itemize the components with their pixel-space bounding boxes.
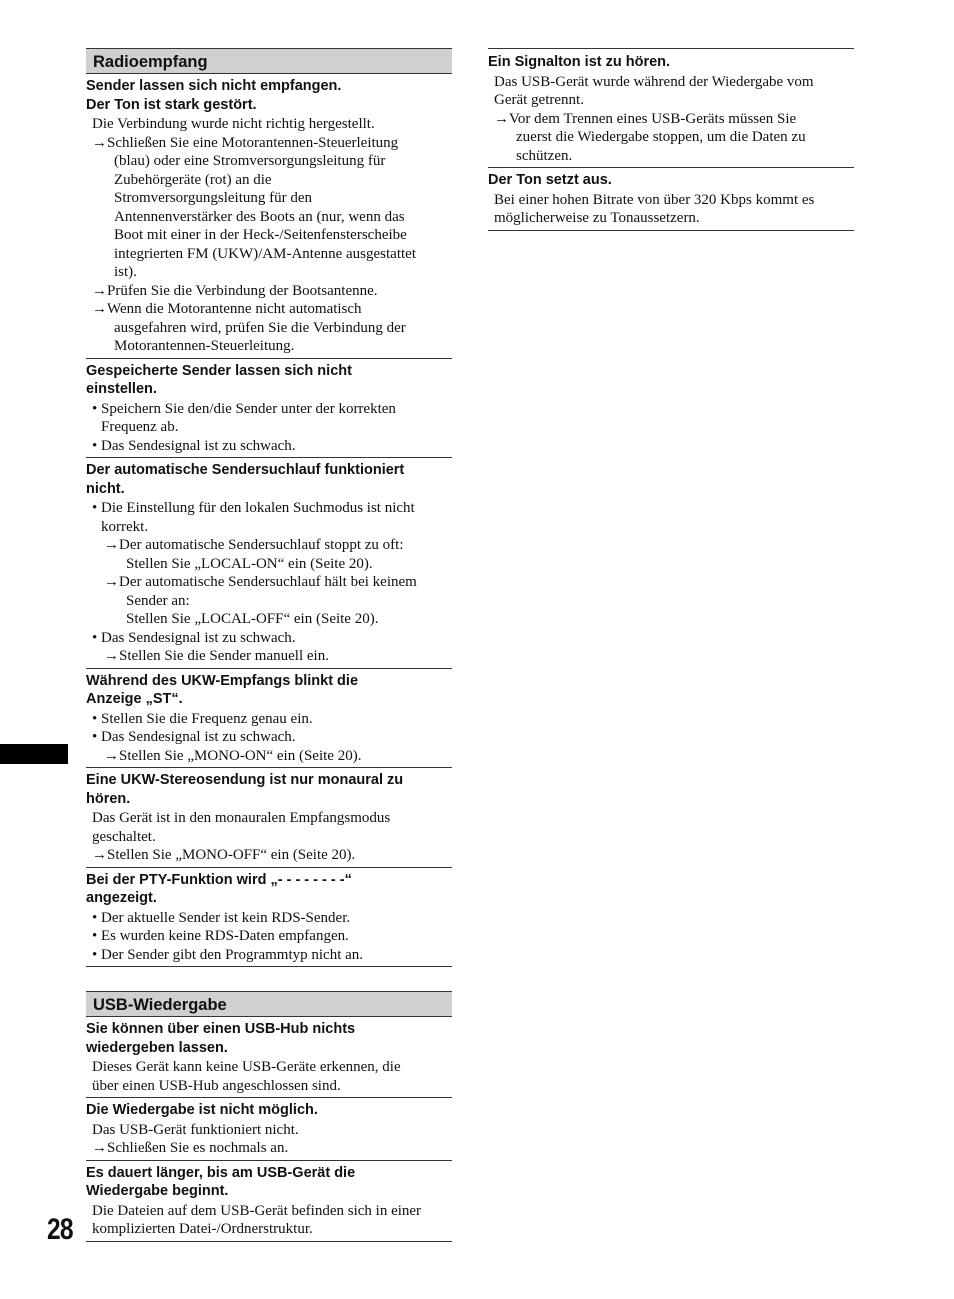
problem-heading: Eine UKW-Stereosendung ist nur monaural zu hören. bbox=[86, 772, 404, 807]
problem-heading: Es dauert länger, bis am USB-Gerät die Wiedergabe beginnt. bbox=[86, 1164, 356, 1199]
bullet-icon: • bbox=[92, 400, 98, 417]
problem-heading: Der Ton setzt aus. bbox=[488, 172, 612, 188]
entry-auto-tuning bbox=[86, 458, 452, 669]
bullet-icon: • bbox=[92, 909, 98, 926]
entry-mono-stereo bbox=[86, 768, 452, 868]
entry-beep bbox=[488, 48, 854, 168]
cause-bullet: • Das Sendesignal ist zu schwach. bbox=[92, 629, 296, 646]
arrow-icon: → bbox=[92, 282, 107, 299]
cause-bullet: • Das Sendesignal ist zu schwach. bbox=[92, 437, 296, 454]
right-column bbox=[488, 48, 854, 231]
bullet-icon: • bbox=[92, 729, 98, 745]
cause-bullet: • Der aktuelle Sender ist kein RDS-Sender. bbox=[92, 909, 351, 926]
cause-bullet: • Speichern Sie den/die Sender unter der korrekten Frequenz ab. bbox=[92, 400, 396, 435]
problem-heading: Gespeicherte Sender lassen sich nicht einstellen. bbox=[86, 362, 352, 397]
remedy-item: →Wenn die Motorantenne nicht automatisch ausgefahren wird, prüfen Sie die Verbindung der Motorantennen-Steuerleitung. bbox=[92, 301, 406, 354]
entry-sound-drops bbox=[488, 168, 854, 231]
remedy-item: →Stellen Sie „MONO-OFF“ ein (Seite 20). bbox=[92, 847, 356, 863]
cause-text: Die Dateien auf dem USB-Gerät befinden sich in einer komplizierten Datei-/Ordnerstruktur. bbox=[92, 1202, 422, 1237]
remedy-item: →Vor dem Trennen eines USB-Geräts müssen Sie zuerst die Wiedergabe stoppen, um die Daten zu schützen. bbox=[494, 110, 806, 164]
remedy-item: →Schließen Sie eine Motorantennen-Steuerleitung (blau) oder eine Stromversorgungsleitung für Zubehörgeräte (rot) an die Stromversorgungsleitung für den Antennenverstärker des Boots an (nur, wenn das Boot mit einer in der Heck-/Seitenfensterscheibe integrierten FM (UKW)/AM-Antenne ausgestattet ist). bbox=[92, 134, 416, 280]
entry-pty bbox=[86, 868, 452, 968]
arrow-icon: → bbox=[104, 648, 119, 664]
arrow-icon: → bbox=[92, 134, 107, 151]
problem-heading: Sender lassen sich nicht empfangen. Der Ton ist stark gestört. bbox=[86, 78, 342, 113]
entry-no-reception bbox=[86, 74, 452, 359]
entry-preset-stations bbox=[86, 359, 452, 459]
bullet-icon: • bbox=[92, 629, 98, 646]
cause-bullet: • Es wurden keine RDS-Daten empfangen. bbox=[92, 928, 349, 944]
arrow-icon: → bbox=[92, 847, 107, 863]
cause-text: Das USB-Gerät wurde während der Wiedergabe vom Gerät getrennt. bbox=[494, 73, 814, 108]
section-title-radio: Radioempfang bbox=[86, 48, 452, 74]
cause-bullet: • Stellen Sie die Frequenz genau ein. bbox=[92, 710, 313, 727]
arrow-icon: → bbox=[494, 110, 509, 127]
bullet-icon: • bbox=[92, 946, 98, 963]
page-number: 28 bbox=[47, 1213, 73, 1246]
cause-text: Die Verbindung wurde nicht richtig hergestellt. bbox=[92, 116, 375, 132]
problem-heading: Während des UKW-Empfangs blinkt die Anzeige „ST“. bbox=[86, 672, 359, 707]
problem-heading: Ein Signalton ist zu hören. bbox=[488, 54, 671, 70]
bullet-icon: • bbox=[92, 928, 98, 944]
remedy-item: →Der automatische Sendersuchlauf stoppt zu oft: Stellen Sie „LOCAL-ON“ ein (Seite 20). bbox=[104, 537, 404, 572]
problem-heading: Die Wiedergabe ist nicht möglich. bbox=[86, 1102, 318, 1118]
bullet-icon: • bbox=[92, 500, 98, 516]
cause-bullet: • Das Sendesignal ist zu schwach. bbox=[92, 729, 296, 745]
remedy-item: →Der automatische Sendersuchlauf hält bei keinem Sender an: Stellen Sie „LOCAL-OFF“ ein (Seite 20). bbox=[104, 574, 417, 627]
arrow-icon: → bbox=[92, 301, 107, 317]
problem-heading: Der automatische Sendersuchlauf funktioniert nicht. bbox=[86, 462, 405, 497]
arrow-icon: → bbox=[104, 747, 119, 764]
bullet-icon: • bbox=[92, 710, 98, 727]
remedy-item: →Stellen Sie die Sender manuell ein. bbox=[104, 648, 329, 664]
arrow-icon: → bbox=[92, 1140, 107, 1156]
left-column bbox=[86, 48, 452, 1242]
problem-heading: Sie können über einen USB-Hub nichts wiedergeben lassen. bbox=[86, 1021, 356, 1056]
section-title-usb: USB-Wiedergabe bbox=[86, 991, 452, 1017]
bullet-icon: • bbox=[92, 437, 98, 454]
remedy-item: →Schließen Sie es nochmals an. bbox=[92, 1140, 289, 1156]
cause-bullet: • Die Einstellung für den lokalen Suchmodus ist nicht korrekt. bbox=[92, 500, 415, 535]
entry-slow-start bbox=[86, 1161, 452, 1242]
arrow-icon: → bbox=[104, 574, 119, 590]
cause-text: Das Gerät ist in den monauralen Empfangsmodus geschaltet. bbox=[92, 810, 391, 845]
arrow-icon: → bbox=[104, 537, 119, 553]
section-thumb-tab bbox=[0, 744, 68, 764]
cause-text: Bei einer hohen Bitrate von über 320 Kbps kommt es möglicherweise zu Tonaussetzern. bbox=[494, 191, 815, 226]
cause-bullet: • Der Sender gibt den Programmtyp nicht an. bbox=[92, 946, 364, 963]
entry-usb-hub bbox=[86, 1017, 452, 1098]
cause-text: Dieses Gerät kann keine USB-Geräte erkennen, die über einen USB-Hub angeschlossen sind. bbox=[92, 1059, 401, 1094]
remedy-item: →Prüfen Sie die Verbindung der Bootsantenne. bbox=[92, 282, 378, 299]
entry-st-blinks bbox=[86, 669, 452, 769]
problem-heading: Bei der PTY-Funktion wird „- - - - - - - -“ angezeigt. bbox=[86, 871, 352, 906]
cause-text: Das USB-Gerät funktioniert nicht. bbox=[92, 1121, 299, 1138]
entry-no-playback bbox=[86, 1098, 452, 1161]
remedy-item: →Stellen Sie „MONO-ON“ ein (Seite 20). bbox=[104, 747, 362, 764]
